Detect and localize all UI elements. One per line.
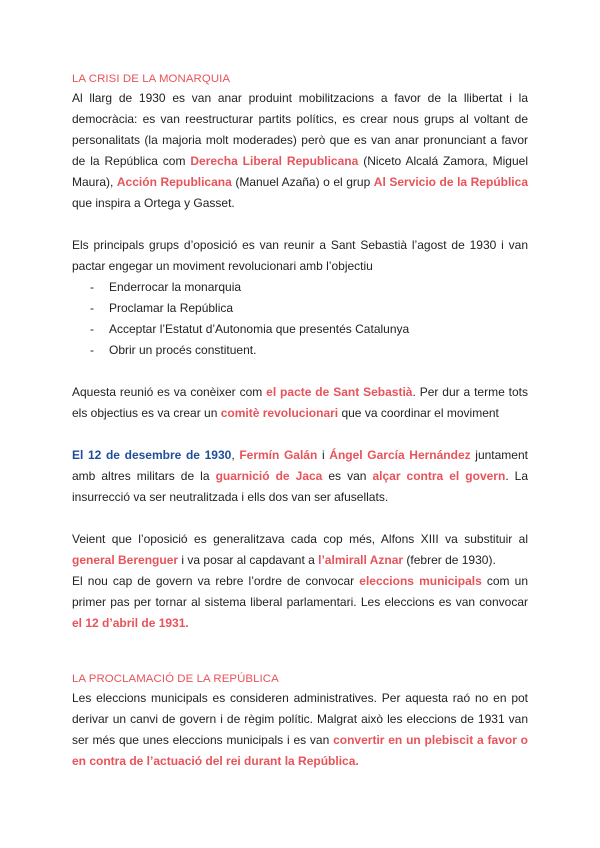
- highlight-plebiscit: convertir en un plebiscit a favor o en contra de l’actuació del rei durant la República: [72, 733, 529, 768]
- text-run: . Per dur a terme tots els objectius es va crear un: [72, 385, 528, 420]
- dash-marker: -: [90, 280, 94, 294]
- list-item-text: Proclamar la República: [109, 301, 234, 315]
- date-12-desembre-1930: El 12 de desembre de 1930: [72, 448, 232, 462]
- text-run: . La insurrecció va ser neutralitzada i ells dos van ser afusellats.: [72, 469, 529, 504]
- paragraph-pacte: [72, 382, 528, 424]
- text-run: El nou cap de govern va rebre l’ordre de convocar: [72, 574, 360, 588]
- text-run: es van: [322, 469, 373, 483]
- text-run: juntament amb altres militars de la: [72, 448, 528, 483]
- text-run: .: [355, 754, 359, 768]
- paragraph-jaca: [72, 445, 528, 508]
- text-run: (Manuel Azaña) o el grup: [231, 175, 374, 189]
- spacer: [72, 634, 528, 672]
- highlight-angel-garcia: Ángel García Hernández: [329, 448, 471, 462]
- list-item: [72, 277, 528, 298]
- text-run: i va posar al capdavant a: [178, 553, 319, 567]
- paragraph-mobilitzacions: [72, 88, 528, 214]
- text-run: Al llarg de 1930 es van anar produint mobilitzacions a favor de la llibertat i la democràcia: es van reestructurar partits polítics, es crear nous grups al voltant de personalitats (la majoria molt moderades) però que es van anar pronunciant a favor de la República com: [72, 91, 528, 168]
- text-run: (febrer de 1930).: [403, 553, 496, 567]
- highlight-comite-revolucionari: comitè revolucionari: [220, 406, 339, 420]
- text-run: Veient que l’oposició es generalitzava cada cop més, Alfons XIII va substituir al: [72, 532, 528, 546]
- highlight-general-berenguer: general Berenguer: [72, 553, 179, 567]
- spacer: [72, 214, 528, 235]
- highlight-al-servicio: Al Servicio de la República: [373, 175, 528, 189]
- highlight-fermin-galan: Fermín Galán: [239, 448, 318, 462]
- dash-marker: -: [90, 322, 94, 336]
- objectives-list: [72, 277, 528, 361]
- highlight-eleccions-municipals: eleccions municipals: [359, 574, 482, 588]
- dash-marker: -: [90, 301, 94, 315]
- list-item: [72, 319, 528, 340]
- highlight-alcar-govern: alçar contra el govern: [372, 469, 506, 483]
- list-item: [72, 340, 528, 361]
- spacer: [72, 424, 528, 445]
- highlight-guarnicio-jaca: guarnició de Jaca: [215, 469, 323, 483]
- section-heading-crisi: LA CRISI DE LA MONARQUIA: [72, 73, 231, 85]
- paragraph-oposicio: Els principals grups d’oposició es van reunir a Sant Sebastià l’agost de 1930 i van pactar engegar un moviment revolucionari amb l’objectiu: [72, 238, 528, 273]
- paragraph-plebiscit: [72, 688, 528, 772]
- text-run: i: [317, 448, 330, 462]
- list-item-text: Obrir un procés constituent.: [109, 343, 257, 357]
- text-run: .: [185, 616, 189, 630]
- paragraph-alfons-xiii: [72, 529, 528, 571]
- highlight-pacte-sant-sebastia: el pacte de Sant Sebastià: [266, 385, 413, 399]
- section-heading-proclamacio: LA PROCLAMACIÓ DE LA REPÚBLICA: [72, 673, 279, 685]
- paragraph-eleccions: [72, 571, 528, 634]
- dash-marker: -: [90, 343, 94, 357]
- text-run: com un primer pas per tornar al sistema liberal parlamentari. Les eleccions es van convocar: [72, 574, 529, 609]
- text-run: que inspira a Ortega y Gasset.: [72, 196, 235, 210]
- highlight-almirall-aznar: l’almirall Aznar: [318, 553, 404, 567]
- highlight-accion-republicana: Acción Republicana: [116, 175, 232, 189]
- text-run: (Niceto Alcalá Zamora, Miguel Maura),: [72, 154, 528, 189]
- highlight-12-abril-1931: el 12 d’abril de 1931: [72, 616, 186, 630]
- text-run: ,: [231, 448, 240, 462]
- text-run: Les eleccions municipals es consideren administratives. Per aquesta raó no en pot derivar un canvi de govern i de règim polític. Malgrat això les eleccions de 1931 van ser més que unes eleccions municipals i es van: [72, 691, 528, 747]
- list-item: [72, 298, 528, 319]
- text-run: que va coordinar el moviment: [338, 406, 499, 420]
- spacer: [72, 508, 528, 529]
- highlight-derecha-liberal: Derecha Liberal Republicana: [190, 154, 359, 168]
- list-item-text: Enderrocar la monarquia: [109, 280, 242, 294]
- spacer: [72, 361, 528, 382]
- text-run: Aquesta reunió es va conèixer com: [72, 385, 267, 399]
- list-item-text: Acceptar l’Estatut d’Autonomia que presentés Catalunya: [109, 322, 410, 336]
